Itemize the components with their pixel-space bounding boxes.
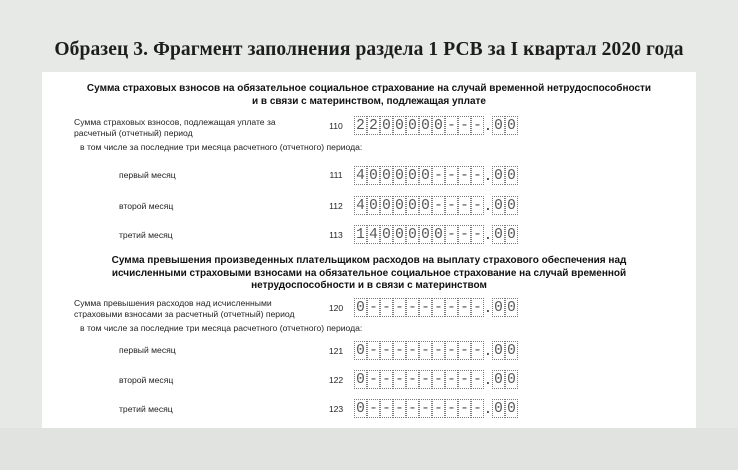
digit-cell[interactable]: -	[471, 225, 484, 244]
row-122-code: 122	[328, 375, 344, 385]
digit-cell[interactable]: 0	[419, 225, 432, 244]
row-111-cells[interactable]	[354, 166, 518, 185]
row-121-cells[interactable]	[354, 341, 518, 360]
digit-cell[interactable]: -	[445, 370, 458, 389]
row-111-code: 111	[329, 170, 343, 180]
digit-cell[interactable]: -	[406, 298, 419, 317]
row-120-cells[interactable]	[354, 298, 518, 317]
digit-cell[interactable]: 0	[419, 196, 432, 215]
digit-cell[interactable]: 1	[354, 225, 367, 244]
section2-total-label-line1: Сумма превышения расходов над исчисленными	[74, 298, 272, 308]
decimal-separator: .	[483, 199, 493, 215]
digit-cell[interactable]: -	[471, 166, 484, 185]
digit-cell[interactable]: 0	[406, 166, 419, 185]
digit-cell[interactable]: -	[419, 399, 432, 418]
row-113-code: 113	[329, 230, 343, 240]
digit-cell[interactable]: -	[393, 298, 406, 317]
decimal-cell[interactable]: 0	[505, 225, 518, 244]
row-120-code: 120	[328, 303, 344, 313]
digit-cell[interactable]: 0	[406, 116, 419, 135]
digit-cell[interactable]: -	[445, 399, 458, 418]
digit-cell[interactable]: -	[406, 370, 419, 389]
decimal-cell[interactable]: 0	[492, 166, 505, 185]
digit-cell[interactable]: -	[367, 370, 380, 389]
form-sheet	[42, 72, 696, 428]
decimal-separator: .	[483, 301, 493, 317]
digit-cell[interactable]: -	[380, 298, 393, 317]
row-113-cells[interactable]	[354, 225, 518, 244]
decimal-separator: .	[483, 402, 493, 418]
digit-cell[interactable]: 0	[354, 370, 367, 389]
digit-cell[interactable]: 0	[393, 196, 406, 215]
digit-cell[interactable]: -	[445, 225, 458, 244]
digit-cell[interactable]: -	[432, 370, 445, 389]
section1-title	[42, 83, 696, 108]
decimal-cell[interactable]: 0	[505, 166, 518, 185]
digit-cell[interactable]: -	[471, 298, 484, 317]
section2-title-line1: Сумма превышения произведенных плательщиком расходов на выплату страхового обеспечения над	[111, 255, 627, 266]
row-113-label: третий месяц	[119, 230, 173, 240]
section2-title-line3: нетрудоспособности и в связи с материнством	[251, 280, 487, 291]
digit-cell[interactable]: -	[458, 166, 471, 185]
digit-cell[interactable]: 0	[367, 166, 380, 185]
bottom-band	[0, 428, 738, 470]
decimal-separator: .	[483, 373, 493, 389]
decimal-cell[interactable]: 0	[492, 399, 505, 418]
decimal-separator: .	[483, 228, 493, 244]
digit-cell[interactable]: 0	[354, 399, 367, 418]
digit-cell[interactable]: 0	[380, 116, 393, 135]
row-112-code: 112	[329, 201, 343, 211]
digit-cell[interactable]: 0	[354, 341, 367, 360]
decimal-cell[interactable]: 0	[492, 370, 505, 389]
digit-cell[interactable]: -	[406, 399, 419, 418]
decimal-separator: .	[483, 344, 493, 360]
digit-cell[interactable]: 0	[432, 116, 445, 135]
digit-cell[interactable]: 0	[432, 225, 445, 244]
digit-cell[interactable]: -	[393, 370, 406, 389]
decimal-cell[interactable]: 0	[505, 196, 518, 215]
digit-cell[interactable]: 0	[367, 196, 380, 215]
row-112-label: второй месяц	[119, 201, 174, 211]
digit-cell[interactable]: 4	[354, 196, 367, 215]
section2-title	[42, 255, 696, 293]
digit-cell[interactable]: -	[432, 166, 445, 185]
section1-total-label-line1: Сумма страховых взносов, подлежащая уплате за	[74, 117, 276, 127]
digit-cell[interactable]: -	[445, 116, 458, 135]
digit-cell[interactable]: 4	[367, 225, 380, 244]
digit-cell[interactable]: 0	[380, 196, 393, 215]
digit-cell[interactable]: 0	[419, 166, 432, 185]
row-123-code: 123	[328, 404, 344, 414]
row-110-code: 110	[329, 121, 343, 131]
digit-cell[interactable]: -	[458, 116, 471, 135]
digit-cell[interactable]: -	[445, 166, 458, 185]
decimal-separator: .	[483, 169, 493, 185]
row-111-label: первый месяц	[119, 170, 176, 180]
digit-cell[interactable]: -	[406, 341, 419, 360]
digit-cell[interactable]: 0	[406, 196, 419, 215]
digit-cell[interactable]: -	[432, 298, 445, 317]
digit-cell[interactable]: -	[445, 298, 458, 317]
decimal-cell[interactable]: 0	[492, 341, 505, 360]
digit-cell[interactable]: -	[471, 370, 484, 389]
digit-cell[interactable]: -	[432, 341, 445, 360]
row-121-code: 121	[328, 346, 344, 356]
digit-cell[interactable]: -	[458, 298, 471, 317]
digit-cell[interactable]: -	[471, 399, 484, 418]
digit-cell[interactable]: -	[471, 341, 484, 360]
row-123-label: третий месяц	[119, 404, 173, 414]
digit-cell[interactable]: -	[419, 341, 432, 360]
digit-cell[interactable]: -	[380, 399, 393, 418]
page-title: Образец 3. Фрагмент заполнения раздела 1 РСВ за I квартал 2020 года	[54, 39, 684, 60]
row-112-cells[interactable]	[354, 196, 518, 215]
digit-cell[interactable]: -	[471, 196, 484, 215]
section1-subheader: в том числе за последние три месяца расчетного (отчетного) периода:	[80, 142, 363, 152]
digit-cell[interactable]: 0	[393, 225, 406, 244]
digit-cell[interactable]: 0	[380, 225, 393, 244]
digit-cell[interactable]: 0	[419, 116, 432, 135]
digit-cell[interactable]: -	[367, 341, 380, 360]
digit-cell[interactable]: 0	[354, 298, 367, 317]
digit-cell[interactable]: 0	[406, 225, 419, 244]
section1-title-line1: Сумма страховых взносов на обязательное социальное страхование на случай временной нетрудоспособности	[86, 83, 652, 94]
digit-cell[interactable]: -	[367, 399, 380, 418]
decimal-cell[interactable]: 0	[505, 399, 518, 418]
decimal-cell[interactable]: 0	[492, 225, 505, 244]
section1-total-label-line2: расчетный (отчетный) период	[74, 128, 193, 138]
decimal-cell[interactable]: 0	[505, 116, 518, 135]
digit-cell[interactable]: -	[445, 341, 458, 360]
decimal-cell[interactable]: 0	[505, 298, 518, 317]
digit-cell[interactable]: -	[380, 370, 393, 389]
decimal-cell[interactable]: 0	[492, 196, 505, 215]
decimal-cell[interactable]: 0	[505, 370, 518, 389]
digit-cell[interactable]: -	[458, 399, 471, 418]
digit-cell[interactable]: 0	[393, 116, 406, 135]
digit-cell[interactable]: -	[393, 399, 406, 418]
digit-cell[interactable]: -	[419, 370, 432, 389]
decimal-cell[interactable]: 0	[492, 298, 505, 317]
decimal-separator: .	[483, 119, 493, 135]
digit-cell[interactable]: -	[458, 370, 471, 389]
row-122-label: второй месяц	[119, 375, 174, 385]
section2-total-label	[74, 298, 295, 320]
digit-cell[interactable]: -	[393, 341, 406, 360]
digit-cell[interactable]: 4	[354, 166, 367, 185]
row-110-cells[interactable]	[354, 116, 518, 135]
decimal-cell[interactable]: 0	[505, 341, 518, 360]
digit-cell[interactable]: -	[432, 196, 445, 215]
digit-cell[interactable]: -	[432, 399, 445, 418]
digit-cell[interactable]: -	[367, 298, 380, 317]
digit-cell[interactable]: -	[458, 225, 471, 244]
digit-cell[interactable]: -	[445, 196, 458, 215]
section1-title-line2: и в связи с материнством, подлежащая уплате	[252, 95, 486, 107]
digit-cell[interactable]: -	[380, 341, 393, 360]
section2-total-label-line2: страховыми взносами за расчетный (отчетный) период	[74, 309, 295, 319]
digit-cell[interactable]: -	[471, 116, 484, 135]
row-122-cells[interactable]	[354, 370, 518, 389]
section2-title-line2: исчисленными страховыми взносами на обязательное социальное страхование на случай временной	[111, 267, 627, 279]
digit-cell[interactable]: 2	[354, 116, 367, 135]
section1-total-label	[74, 117, 276, 139]
decimal-cell[interactable]: 0	[492, 116, 505, 135]
digit-cell[interactable]: 2	[367, 116, 380, 135]
digit-cell[interactable]: 0	[393, 166, 406, 185]
digit-cell[interactable]: -	[458, 341, 471, 360]
section2-subheader: в том числе за последние три месяца расчетного (отчетного) периода:	[80, 323, 363, 333]
row-123-cells[interactable]	[354, 399, 518, 418]
digit-cell[interactable]: 0	[380, 166, 393, 185]
row-121-label: первый месяц	[119, 345, 176, 355]
digit-cell[interactable]: -	[458, 196, 471, 215]
digit-cell[interactable]: -	[419, 298, 432, 317]
